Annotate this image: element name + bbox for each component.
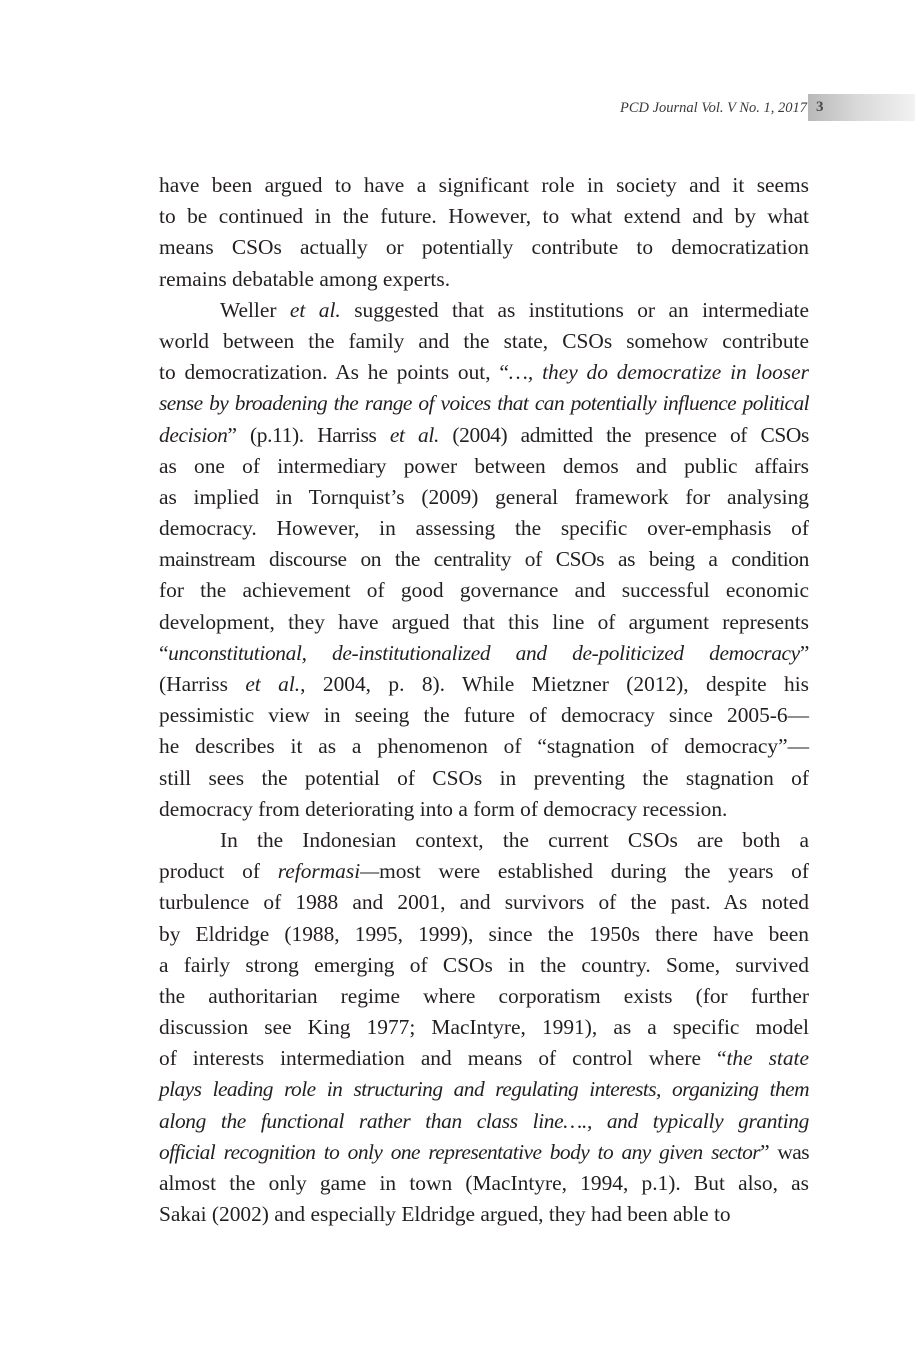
text-run: still sees the potential of CSOs in preventing the stagnation of	[159, 765, 809, 790]
text-run: to democratization. As he points out, “	[159, 360, 509, 385]
italic-text: et al.	[289, 297, 341, 322]
text-run: Sakai (2002) and especially Eldridge argued, they had been able to	[159, 1202, 731, 1227]
text-line	[159, 1043, 809, 1074]
text-line	[159, 607, 809, 638]
text-line	[159, 326, 809, 357]
text-line	[159, 669, 809, 700]
italic-text: reformasi—	[277, 859, 380, 884]
text-run: (2004) admitted the presence of CSOs	[438, 422, 809, 447]
text-line	[159, 981, 809, 1012]
text-line	[159, 1106, 809, 1137]
text-line	[159, 700, 809, 731]
text-line	[159, 232, 809, 263]
text-run: world between the family and the state, CSOs somehow contribute	[159, 328, 809, 353]
italic-text: official recognition to only one representative body to any given sector	[159, 1139, 761, 1164]
text-run: by Eldridge (1988, 1995, 1999), since the 1950s there have been	[159, 921, 809, 946]
paragraph	[159, 825, 809, 1230]
italic-text: …, they do democratize in looser	[508, 360, 809, 385]
text-line	[159, 513, 809, 544]
text-run: to be continued in the future. However, to what extend and by what	[159, 204, 809, 229]
text-run: means CSOs actually or potentially contribute to democratization	[159, 235, 809, 260]
text-run: for the achievement of good governance and successful economic	[159, 578, 809, 603]
text-line	[159, 388, 809, 419]
text-line	[159, 1137, 809, 1168]
journal-citation: PCD Journal Vol. V No. 1, 2017	[619, 100, 807, 116]
text-run: most were established during the years of	[379, 859, 809, 884]
text-run: ” (p.11). Harriss	[227, 422, 390, 447]
text-line	[159, 950, 809, 981]
text-line	[159, 825, 809, 856]
page-number-tab	[808, 94, 915, 121]
text-run: mainstream discourse on the centrality of CSOs as being a condition	[159, 547, 809, 572]
text-line	[159, 887, 809, 918]
text-line	[159, 856, 809, 887]
italic-text: the state	[726, 1046, 809, 1071]
text-run: In the Indonesian context, the current CSOs are both a	[220, 827, 809, 852]
text-run: pessimistic view in seeing the future of democracy since 2005-6—	[159, 703, 809, 728]
page-number: 3	[816, 99, 824, 115]
text-run: (Harriss	[159, 672, 246, 696]
text-line	[159, 201, 809, 232]
text-line	[159, 357, 809, 388]
text-run: the authoritarian regime where corporatism exists (for further	[159, 983, 809, 1008]
running-header	[620, 94, 807, 122]
text-run: democracy. However, in assessing the specific over-emphasis of	[159, 516, 809, 541]
text-line	[159, 264, 809, 295]
text-line	[159, 731, 809, 762]
text-run: , 2004, p. 8). While Mietzner (2012), despite his	[300, 672, 809, 696]
text-line	[159, 295, 809, 326]
text-run: discussion see King 1977; MacIntyre, 1991), as a specific model	[159, 1015, 809, 1040]
text-line	[159, 919, 809, 950]
paragraph	[159, 295, 809, 825]
text-line	[159, 1074, 809, 1105]
text-line	[159, 1168, 809, 1199]
paragraph	[159, 170, 809, 295]
text-run: remains debatable among experts.	[159, 266, 451, 291]
text-run: he describes it as a phenomenon of “stagnation of democracy”—	[159, 734, 809, 759]
italic-text: along the functional rather than class line…., and typically granting	[159, 1108, 809, 1133]
text-line	[159, 420, 809, 451]
text-run: development, they have argued that this line of argument represents	[159, 609, 809, 634]
text-run: democracy from deteriorating into a form of democracy recession.	[159, 796, 728, 821]
text-run: have been argued to have a significant role in society and it seems	[159, 173, 809, 197]
text-run: Weller	[220, 297, 290, 322]
italic-text: et al.	[389, 422, 439, 447]
text-run: turbulence of 1988 and 2001, and survivors of the past. As noted	[159, 890, 809, 915]
text-run: ” was	[760, 1139, 810, 1164]
italic-text: et al.	[245, 672, 301, 696]
text-line	[159, 1199, 809, 1230]
body-text	[159, 170, 809, 1230]
text-line	[159, 638, 809, 669]
text-line	[159, 763, 809, 794]
italic-text: decision	[159, 422, 228, 447]
italic-text: plays leading role in structuring and regulating interests, organizing them	[159, 1077, 809, 1102]
text-run: a fairly strong emerging of CSOs in the country. Some, survived	[159, 952, 809, 977]
text-run: as implied in Tornquist’s (2009) general framework for analysing	[159, 484, 809, 509]
text-line	[159, 544, 809, 575]
text-run: of interests intermediation and means of control where “	[159, 1046, 727, 1071]
text-line	[159, 482, 809, 513]
text-line	[159, 1012, 809, 1043]
text-run: ”	[799, 640, 809, 665]
text-run: suggested that as institutions or an intermediate	[340, 297, 809, 322]
text-run: almost the only game in town (MacIntyre, 1994, p.1). But also, as	[159, 1171, 809, 1195]
text-line	[159, 575, 809, 606]
italic-text: unconstitutional, de-institutionalized and de-politicized democracy	[168, 640, 800, 665]
text-run: product of	[159, 859, 278, 884]
text-run: “	[159, 640, 169, 665]
italic-text: sense by broadening the range of voices that can potentially influence political	[159, 391, 809, 416]
text-line	[159, 451, 809, 482]
text-line	[159, 170, 809, 201]
text-line	[159, 794, 809, 825]
text-run: as one of intermediary power between demos and public affairs	[159, 453, 809, 478]
